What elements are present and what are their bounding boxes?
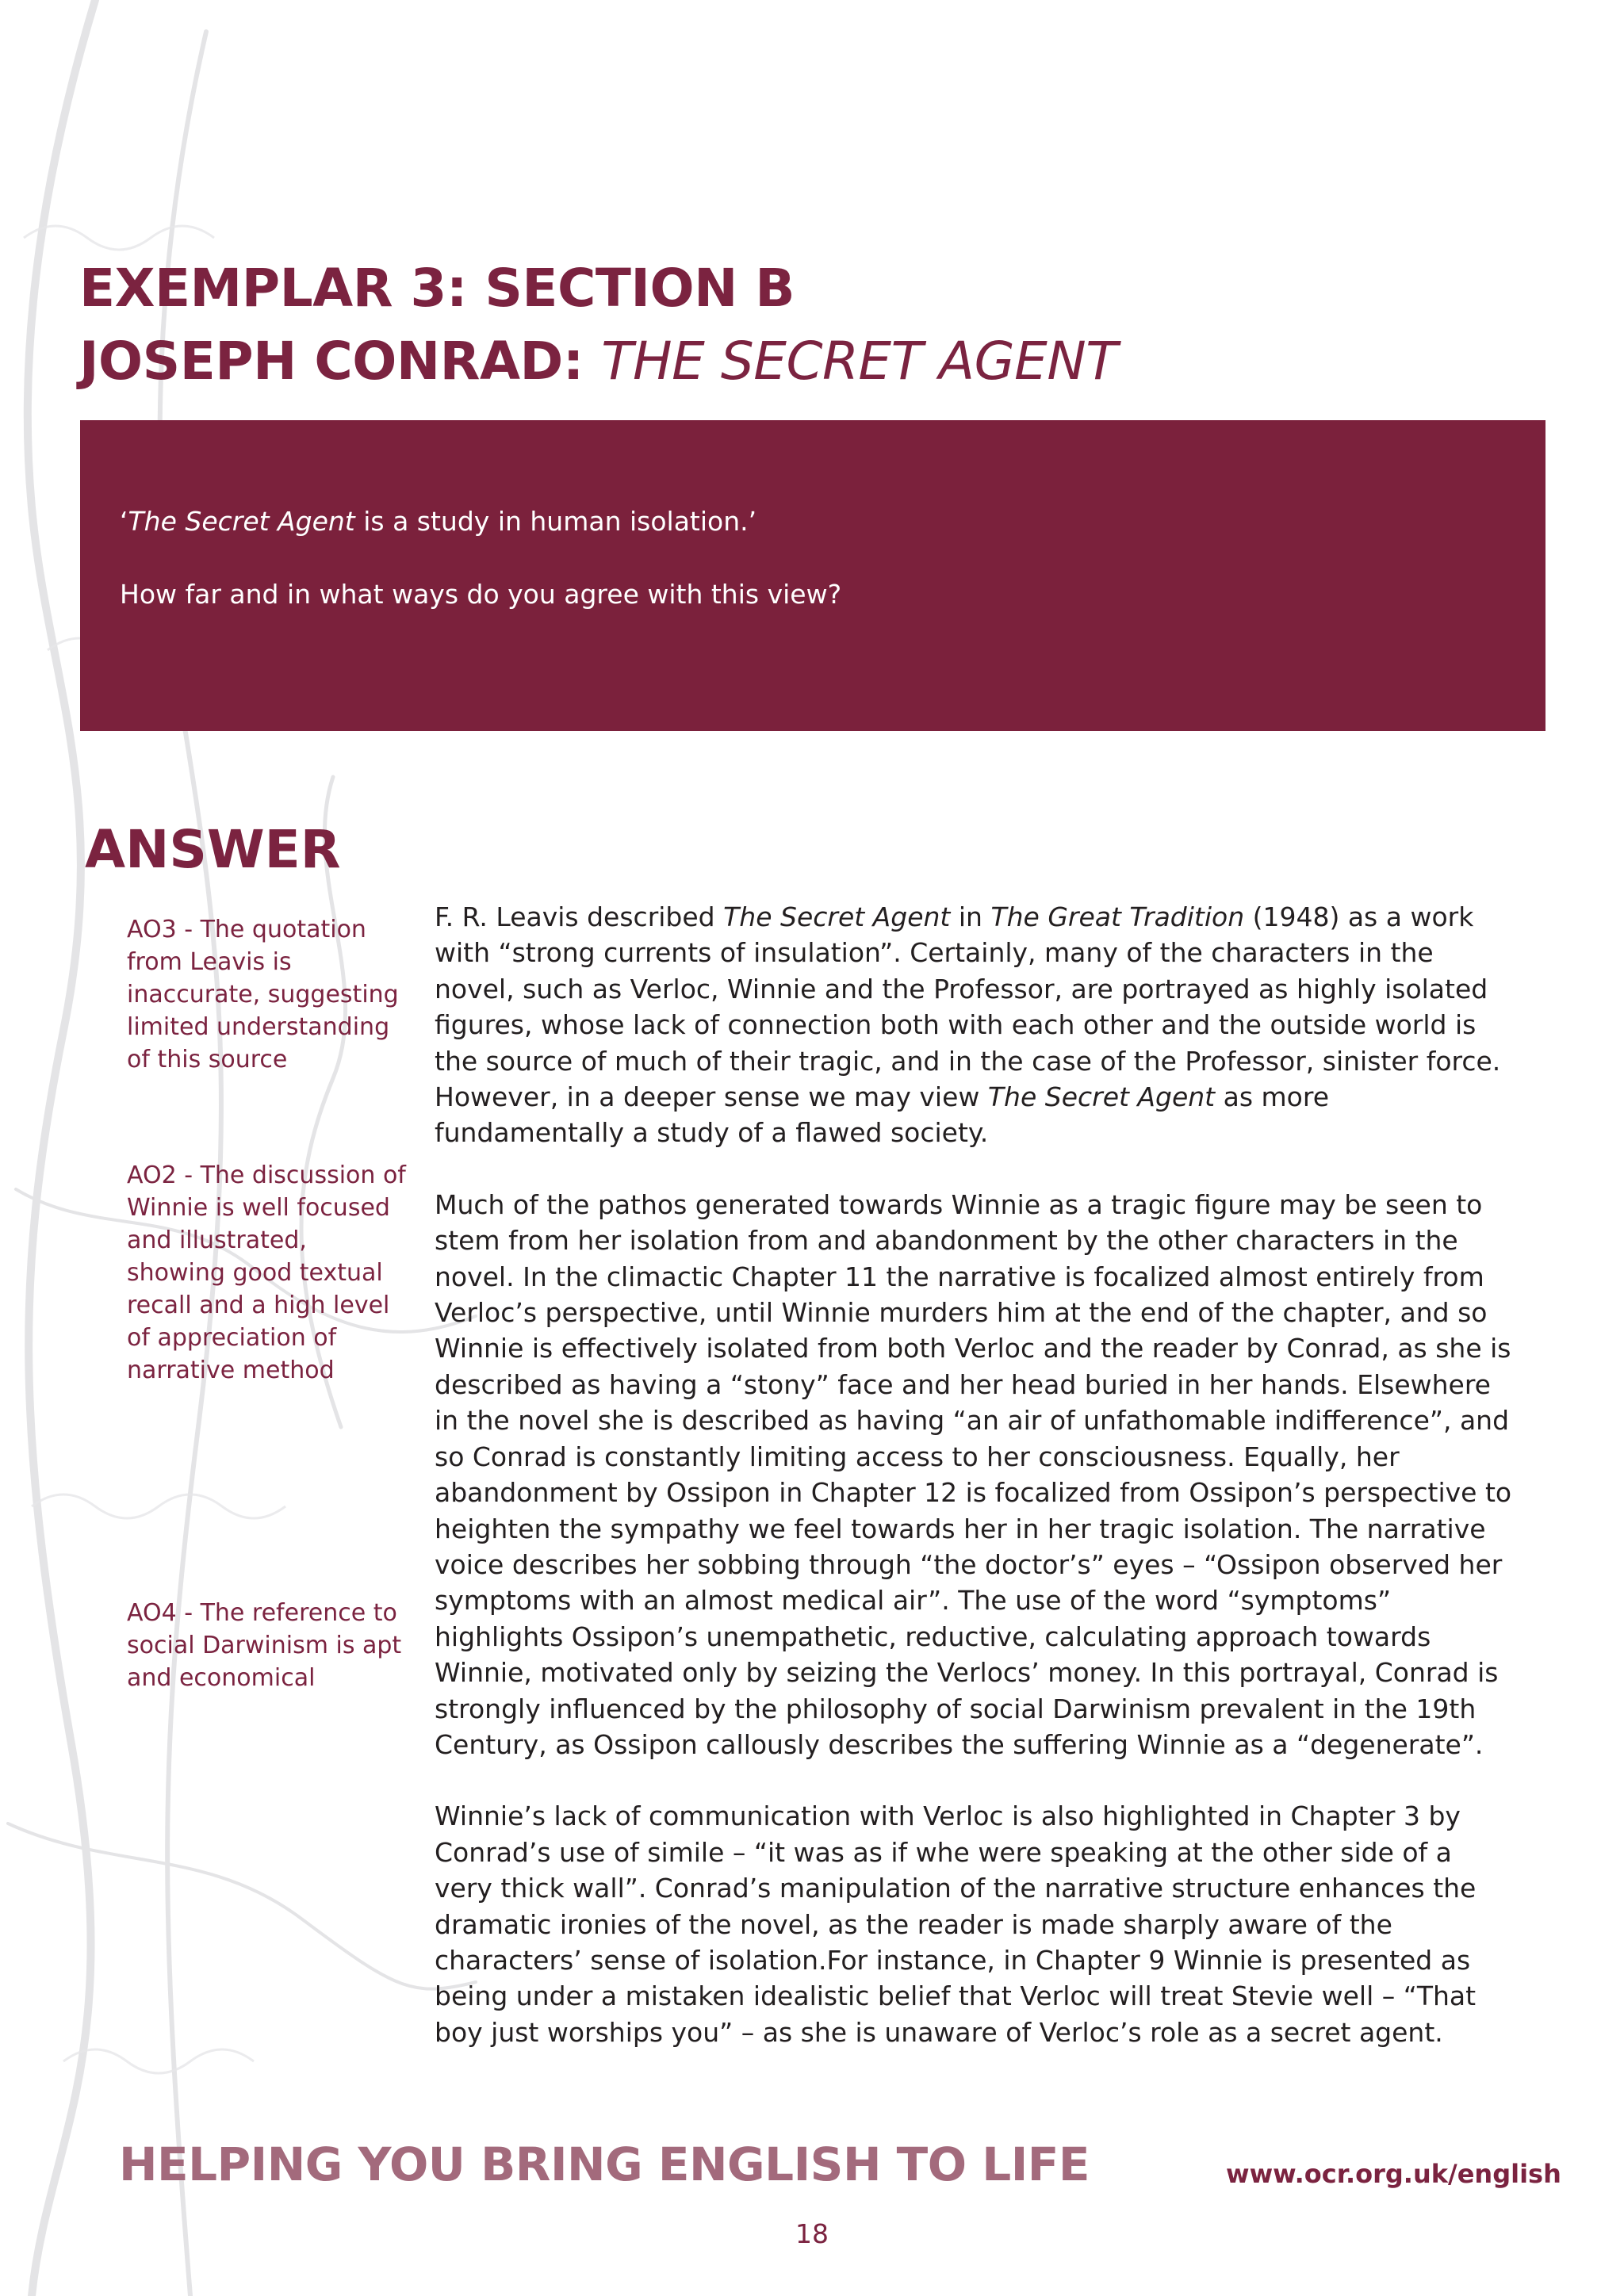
title-work: THE SECRET AGENT [601,331,1118,392]
title-author: JOSEPH CONRAD: [79,331,584,392]
examiner-comment-ao4: AO4 - The reference to social Darwinism is apt and economical [127,1599,402,1692]
question-quote: ‘The Secret Agent is a study in human isolation.’ [120,506,757,537]
examiner-comment-ao3: AO3 - The quotation from Leavis is inaccurate, suggesting limited understanding of this source [127,916,399,1073]
page-number: 18 [795,2218,829,2249]
answer-heading: ANSWER [85,819,341,880]
page-title [79,252,1117,398]
answer-essay [435,899,1513,2086]
footer-tagline: HELPING YOU BRING ENGLISH TO LIFE [119,2137,1090,2191]
essay-paragraph-1: F. R. Leavis described The Secret Agent in The Great Tradition (1948) as a work with “strong currents of insulation”. Certainly, many of the characters in the novel, such as Verloc, Winnie and the Professor, are portrayed as highly isolated figures, whose lack of connection both with each other and the outside world is the source of much of their tragic, and in the case of the Professor, sinister force. However, in a deeper sense we may view The Secret Agent as more fundamentally a study of a flawed society. [435,901,1501,1149]
essay-paragraph-3: Winnie’s lack of communication with Verloc is also highlighted in Chapter 3 by Conrad’s use of simile – “it was as if whe were speaking at the other side of a very thick wall”. Conrad’s manipulation of the narrative structure enhances the dramatic ironies of the novel, as the reader is made sharply aware of the characters’ sense of isolation.For instance, in Chapter 9 Winnie is presented as being under a mistaken idealistic belief that Verloc will treat Stevie well – “That boy just worships you” – as she is unaware of Verloc’s role as a secret agent. [435,1800,1477,2048]
footer-url-link[interactable]: www.ocr.org.uk/english [1226,2159,1561,2189]
essay-paragraph-2: Much of the pathos generated towards Winnie as a tragic figure may be seen to stem from her isolation from and abandonment by the other characters in the novel. In the climactic Chapter 11 the narrative is focalized almost entirely from Verloc’s perspective, until Winnie murders him at the end of the chapter, and so Winnie is effectively isolated from both Verloc and the reader by Conrad, as she is described as having a “stony” face and her head buried in her hands. Elsewhere in the novel she is described as having “an air of unfathomable indifference”, and so Conrad is constantly limiting access to her consciousness. Equally, her abandonment by Ossipon in Chapter 12 is focalized from Ossipon’s perspective to heighten the sympathy we feel towards her in her tragic isolation. The narrative voice describes her sobbing through “the doctor’s” eyes – “Ossipon observed her symptoms with an almost medical air”. The use of the word “symptoms” highlights Ossipon’s unempathetic, reductive, calculating approach towards Winnie, motivated only by seizing the Verlocs’ money. In this portrayal, Conrad is strongly influenced by the philosophy of social Darwinism prevalent in the 19th Century, as Ossipon callously describes the suffering Winnie as a “degenerate”. [435,1188,1512,1760]
question-prompt: How far and in what ways do you agree with this view? [120,579,842,610]
question-quote-title: The Secret Agent [128,506,355,537]
examiner-comment-ao2: AO2 - The discussion of Winnie is well focused and illustrated, showing good textual recall and a high level of appreciation of narrative method [127,1161,406,1384]
title-line-1: EXEMPLAR 3: SECTION B [79,258,795,319]
question-box [80,420,1545,731]
